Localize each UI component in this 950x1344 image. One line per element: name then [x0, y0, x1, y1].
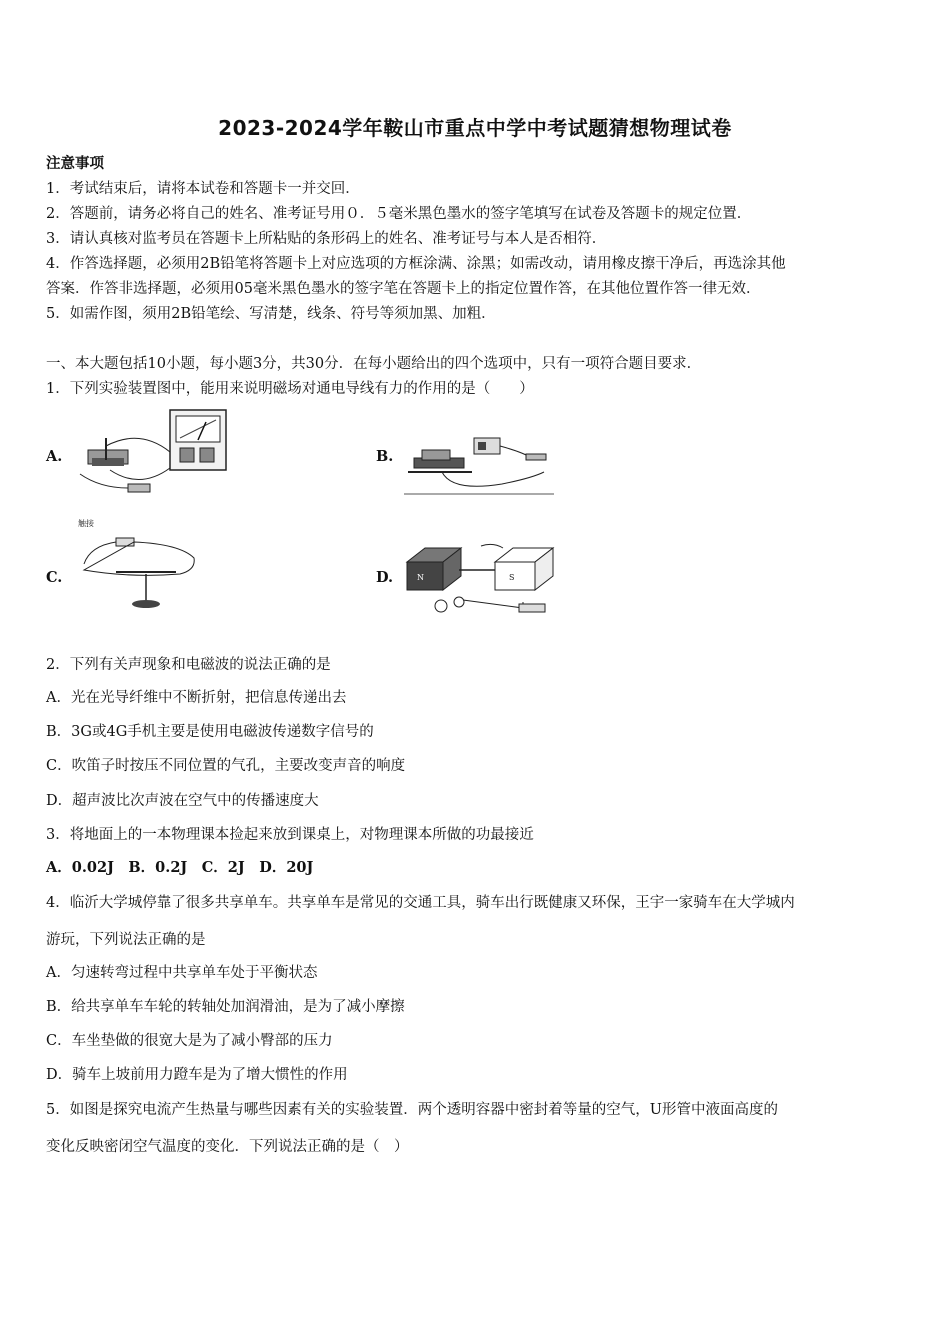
q2-stem: 2．下列有关声现象和电磁波的说法正确的是	[46, 657, 331, 673]
notice-heading: 注意事项	[46, 155, 104, 172]
notice-item: 2．答题前，请务必将自己的姓名、准考证号用０．５毫米黑色墨水的签字笔填写在试卷及答题卡的规定位置．	[46, 206, 752, 222]
notice-item: 答案．作答非选择题，必须用05毫米黑色墨水的签字笔在答题卡上的指定位置作答，在其他位置作答一律无效．	[46, 281, 761, 297]
notice-item: 1．考试结束后，请将本试卷和答题卡一并交回．	[46, 181, 360, 197]
notice-item: 4．作答选择题，必须用2B铅笔将答题卡上对应选项的方框涂满、涂黑；如需改动，请用橡皮擦干净后，再选涂其他	[46, 256, 786, 272]
page-title: 2023-2024学年鞍山市重点中学中考试题猜想物理试卷	[218, 116, 732, 140]
q2-option-a: A．光在光导纤维中不断折射，把信息传递出去	[46, 690, 347, 706]
q1-label-b: B.	[376, 448, 394, 465]
q2-option-d: D．超声波比次声波在空气中的传播速度大	[46, 793, 319, 809]
q3-options: A．0.02J B．0.2J C．2J D．20J	[46, 859, 314, 876]
figure-d-s: S	[509, 573, 515, 582]
figure-c	[70, 516, 208, 616]
q4-stem-line2: 游玩，下列说法正确的是	[46, 932, 206, 948]
notice-item: 3．请认真核对监考员在答题卡上所粘贴的条形码上的姓名、准考证号与本人是否相符．	[46, 231, 607, 247]
section-heading: 一、本大题包括10小题，每小题3分，共30分．在每小题给出的四个选项中，只有一项符合题目要求．	[46, 356, 702, 372]
q1-label-a: A.	[46, 448, 63, 465]
q3-stem: 3．将地面上的一本物理课本捡起来放到课桌上，对物理课本所做的功最接近	[46, 827, 534, 843]
q4-option-b: B．给共享单车车轮的转轴处加润滑油，是为了减小摩擦	[46, 999, 405, 1015]
figure-d-n: N	[417, 573, 424, 582]
q1-label-c: C.	[46, 569, 63, 586]
q4-option-a: A．匀速转弯过程中共享单车处于平衡状态	[46, 965, 318, 981]
q5-stem-line1: 5．如图是探究电流产生热量与哪些因素有关的实验装置．两个透明容器中密封着等量的空气，U形管中液面高度的	[46, 1102, 778, 1118]
figure-b	[402, 432, 557, 498]
q4-stem-line1: 4．临沂大学城停靠了很多共享单车。共享单车是常见的交通工具，骑车出行既健康又环保，王宇一家骑车在大学城内	[46, 895, 795, 911]
figure-c-caption: 触接	[78, 519, 94, 528]
notice-item: 5．如需作图，须用2B铅笔绘、写清楚，线条、符号等须加黑、加粗．	[46, 306, 496, 322]
q4-option-d: D．骑车上坡前用力蹬车是为了增大惯性的作用	[46, 1067, 348, 1083]
q5-stem-line2: 变化反映密闭空气温度的变化．下列说法正确的是（ ）	[46, 1139, 409, 1155]
q4-option-c: C．车坐垫做的很宽大是为了减小臀部的压力	[46, 1033, 333, 1049]
q2-option-c: C．吹笛子时按压不同位置的气孔，主要改变声音的响度	[46, 758, 406, 774]
q1-label-d: D.	[376, 569, 394, 586]
q2-option-b: B．3G或4G手机主要是使用电磁波传递数字信号的	[46, 724, 374, 740]
q1-stem: 1．下列实验装置图中，能用来说明磁场对通电导线有力的作用的是（ ）	[46, 381, 534, 397]
figure-d	[403, 540, 558, 620]
figure-a	[70, 408, 228, 500]
